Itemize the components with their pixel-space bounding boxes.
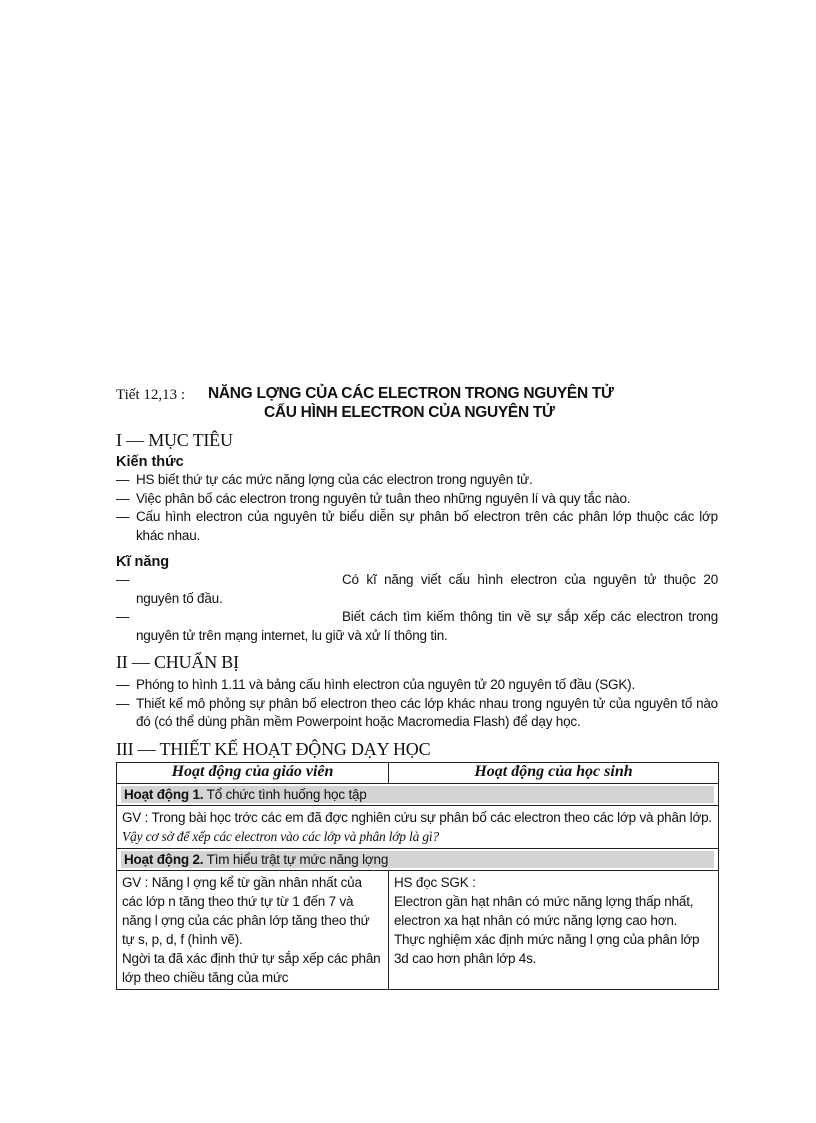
activity2-content-row: [117, 870, 719, 989]
dash-marker: —: [116, 490, 130, 506]
section-activities-heading: III — THIẾT KẾ HOẠT ĐỘNG DẠY HỌC: [116, 738, 431, 759]
activity2-title: Hoạt động 2. Tìm hiểu trật tự mức năng lợng: [121, 851, 714, 868]
preparation-item: — Thiết kế mô phỏng sự phân bố electron theo các lớp khác nhau trong nguyên tử của nguyên tố nào đó (có thể dùng phần mềm Powerpoint hoặc Macromedia Flash) để dạy học.: [116, 695, 718, 729]
activity1-question: Vậy cơ sở để xếp các electron vào các lớp và phân lớp là gì?: [122, 828, 439, 844]
knowledge-heading: Kiến thức: [116, 454, 184, 470]
activity2-student-cell: HS đọc SGK : Electron gần hạt nhân có mức năng lợng thấp nhất, electron xa hạt nhân có mức năng lợng cao hơn. Thực nghiệm xác định mức năng l ợng của phân lớp 3d cao hơn phân lớp 4s.: [389, 870, 719, 989]
knowledge-item: — Cấu hình electron của nguyên tử biểu diễn sự phân bố electron trên các phân lớp thuộc các lớp khác nhau.: [116, 509, 718, 543]
skills-item: — Có kĩ năng viết cấu hình electron của nguyên tử thuộc 20 nguyên tố đầu.: [116, 572, 718, 606]
teacher-column-header: Hoạt động của giáo viên: [117, 762, 389, 783]
activities-table: [116, 762, 719, 990]
section-objectives-heading: I — MỤC TIÊU: [116, 430, 233, 450]
document-page: [116, 383, 718, 990]
knowledge-item: — HS biết thứ tự các mức năng lợng của các electron trong nguyên tử.: [116, 471, 718, 490]
dash-marker: —: [116, 677, 130, 692]
activity2-header-row: [117, 848, 719, 870]
skills-heading: Kĩ năng: [116, 554, 170, 570]
dash-marker: —: [116, 695, 130, 711]
section-preparation-heading: II — CHUẨN BỊ: [116, 652, 239, 672]
knowledge-item: — Việc phân bố các electron trong nguyên tử tuân theo những nguyên lí và quy tắc nào.: [116, 490, 718, 509]
activity1-text: GV : Trong bài học trớc các em đã đợc nghiên cứu sự phân bố các electron theo các lớp và phân lớp. Vậy cơ sở để xếp các electron vào các lớp và phân lớp là gì?: [117, 805, 719, 848]
dash-marker: —: [116, 472, 130, 487]
lesson-header: [116, 383, 718, 423]
preparation-item: — Phóng to hình 1.11 và bảng cấu hình electron của nguyên tử 20 nguyên tố đầu (SGK).: [116, 676, 718, 695]
activity1-content-row: [117, 805, 719, 848]
table-header-row: [117, 762, 719, 783]
dash-marker: —: [116, 509, 130, 524]
activity1-title: Hoạt động 1. Tổ chức tình huống học tập: [121, 786, 714, 803]
student-column-header: Hoạt động của học sinh: [389, 762, 719, 783]
lesson-number: Tiết 12,13 :: [116, 387, 186, 403]
activity2-teacher-cell: GV : Năng l ợng kể từ gần nhân nhất của các lớp n tăng theo thứ tự từ 1 đến 7 và năng l ợng của các phân lớp tăng theo thứ tự s, p, d, f (hình vẽ). Ngời ta đã xác định thứ tự sắp xếp các phân lớp theo chiều tăng của mức: [117, 870, 389, 989]
lesson-title-line1: NĂNG LỢNG CỦA CÁC ELECTRON TRONG NGUYÊN TỬ: [208, 385, 614, 402]
skills-item: — Biết cách tìm kiếm thông tin về sự sắp xếp các electron trong nguyên tử trên mạng internet, lu giữ và xử lí thông tin.: [116, 609, 718, 643]
dash-marker: —: [116, 572, 130, 587]
lesson-title-line2: CẤU HÌNH ELECTRON CỦA NGUYÊN TỬ: [264, 404, 555, 421]
activity1-header-row: [117, 783, 719, 805]
dash-marker: —: [116, 609, 130, 624]
